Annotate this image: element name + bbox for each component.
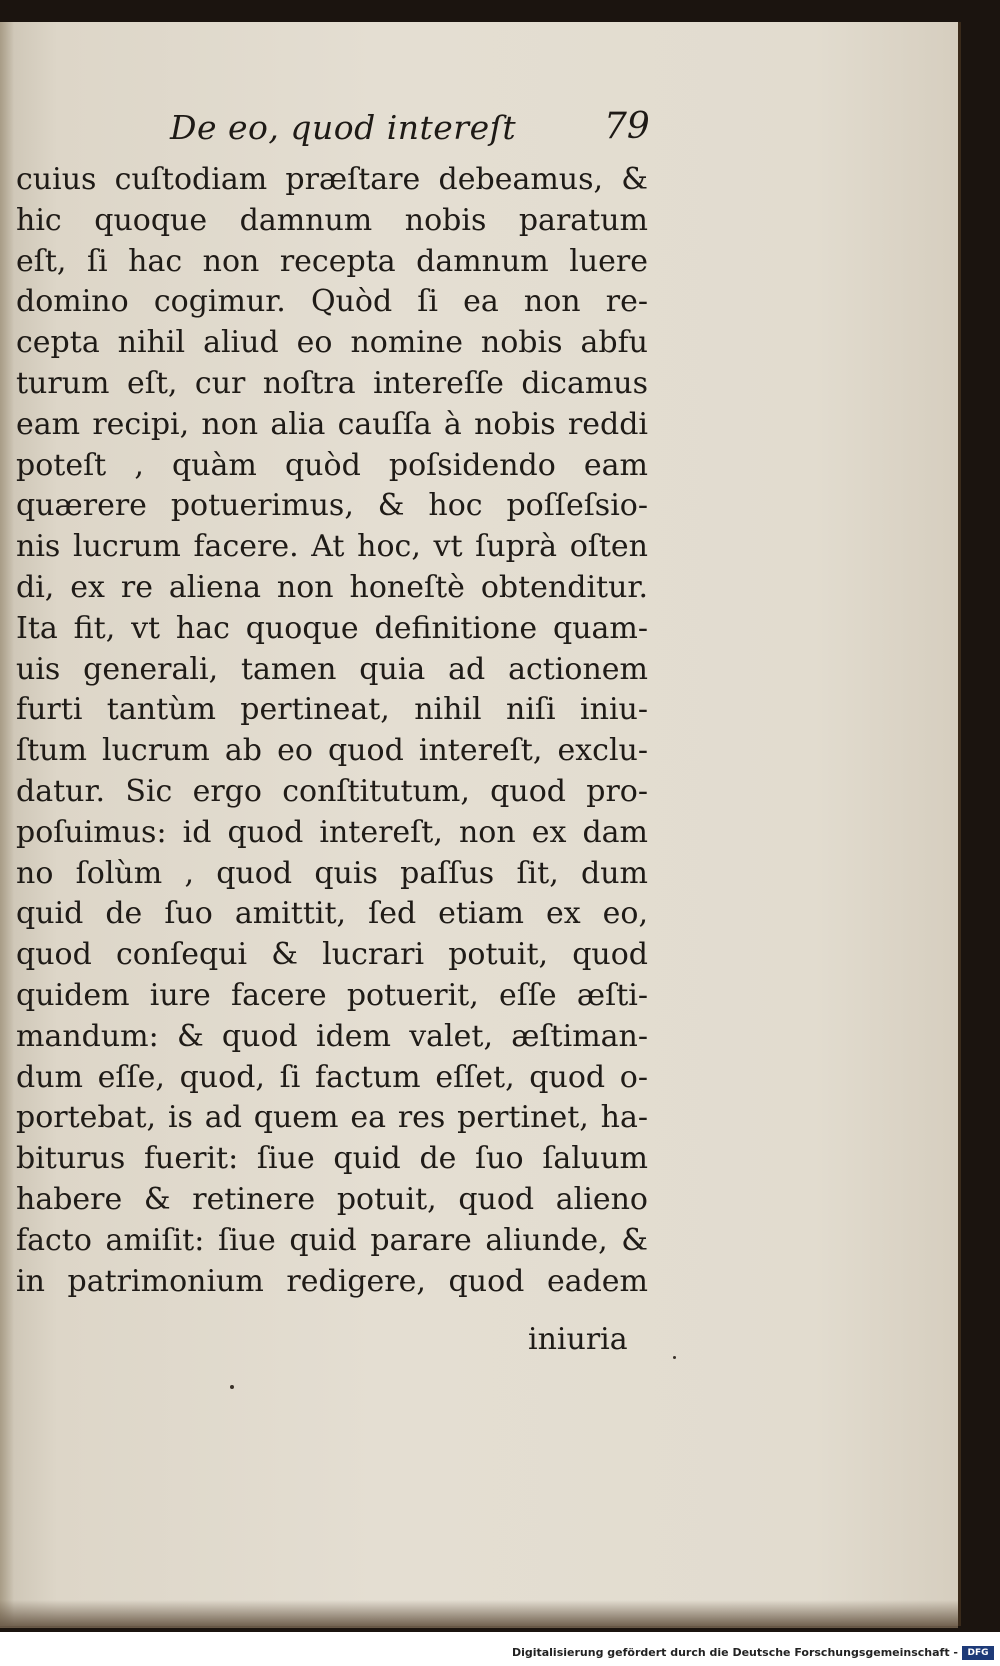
text-line: poteſt , quàm quòd poſsidendo eam	[16, 447, 648, 483]
text-line: domino cogimur. Quòd ſi ea non re-	[16, 284, 648, 320]
text-line: biturus fuerit: ſiue quid de ſuo ſaluum	[16, 1141, 648, 1177]
text-line: di, ex re aliena non honeſtè obtenditur.	[16, 569, 648, 605]
text-line: in patrimonium redigere, quod eadem	[16, 1263, 648, 1299]
digitization-footer	[0, 1644, 1000, 1666]
paper-speck	[673, 1356, 676, 1359]
text-line: no ſolùm , quod quis paſſus ſit, dum	[16, 855, 648, 891]
text-line: nis lucrum facere. At hoc, vt ſuprà oſten	[16, 529, 648, 565]
text-line: quid de ſuo amittit, ſed etiam ex eo,	[16, 896, 648, 932]
funding-notice: Digitalisierung gefördert durch die Deutsche Forschungsgemeinschaft -	[511, 1646, 958, 1659]
text-line: dum eſſe, quod, ſi factum eſſet, quod o-	[16, 1059, 648, 1095]
text-line: quod conſequi & lucrari potuit, quod	[16, 937, 648, 973]
text-line: hic quoque damnum nobis paratum	[16, 202, 648, 238]
running-head: De eo, quod intereſt	[170, 108, 517, 147]
text-line: habere & retinere potuit, quod alieno	[16, 1181, 648, 1217]
text-line: ſtum lucrum ab eo quod intereſt, exclu-	[16, 733, 648, 769]
text-line: Ita fit, vt hac quoque definitione quam-	[16, 610, 648, 646]
text-line: facto amiſit: ſiue quid parare aliunde, &	[16, 1222, 648, 1258]
text-line: eſt, ſi hac non recepta damnum luere	[16, 243, 648, 279]
text-line: eam recipi, non alia cauſſa à nobis reddi	[16, 406, 648, 442]
page-number: 79	[604, 106, 650, 147]
page-gutter-shadow	[0, 22, 14, 1626]
page-bottom-shadow	[0, 1600, 958, 1628]
catchword: iniuria	[528, 1322, 628, 1357]
text-line: mandum: & quod idem valet, æſtiman-	[16, 1018, 648, 1054]
text-line: datur. Sic ergo conſtitutum, quod pro-	[16, 773, 648, 809]
text-line: uis generali, tamen quia ad actionem	[16, 651, 648, 687]
text-line: cepta nihil aliud eo nomine nobis abfu	[16, 325, 648, 361]
text-line: quærere potuerimus, & hoc poſſeſsio-	[16, 488, 648, 524]
body-text	[16, 160, 648, 1302]
text-line: poſuimus: id quod intereſt, non ex dam	[16, 814, 648, 850]
text-line: portebat, is ad quem ea res pertinet, ha-	[16, 1100, 648, 1136]
text-line: quidem iure facere potuerit, eſſe æſti-	[16, 977, 648, 1013]
text-line: turum eſt, cur noſtra intereſſe dicamus	[16, 365, 648, 401]
text-line: furti tantùm pertineat, nihil niſi iniu-	[16, 692, 648, 728]
text-line: cuius cuſtodiam præſtare debeamus, &	[16, 162, 648, 197]
dfg-logo: DFG	[962, 1646, 994, 1660]
paper-speck	[230, 1385, 234, 1389]
